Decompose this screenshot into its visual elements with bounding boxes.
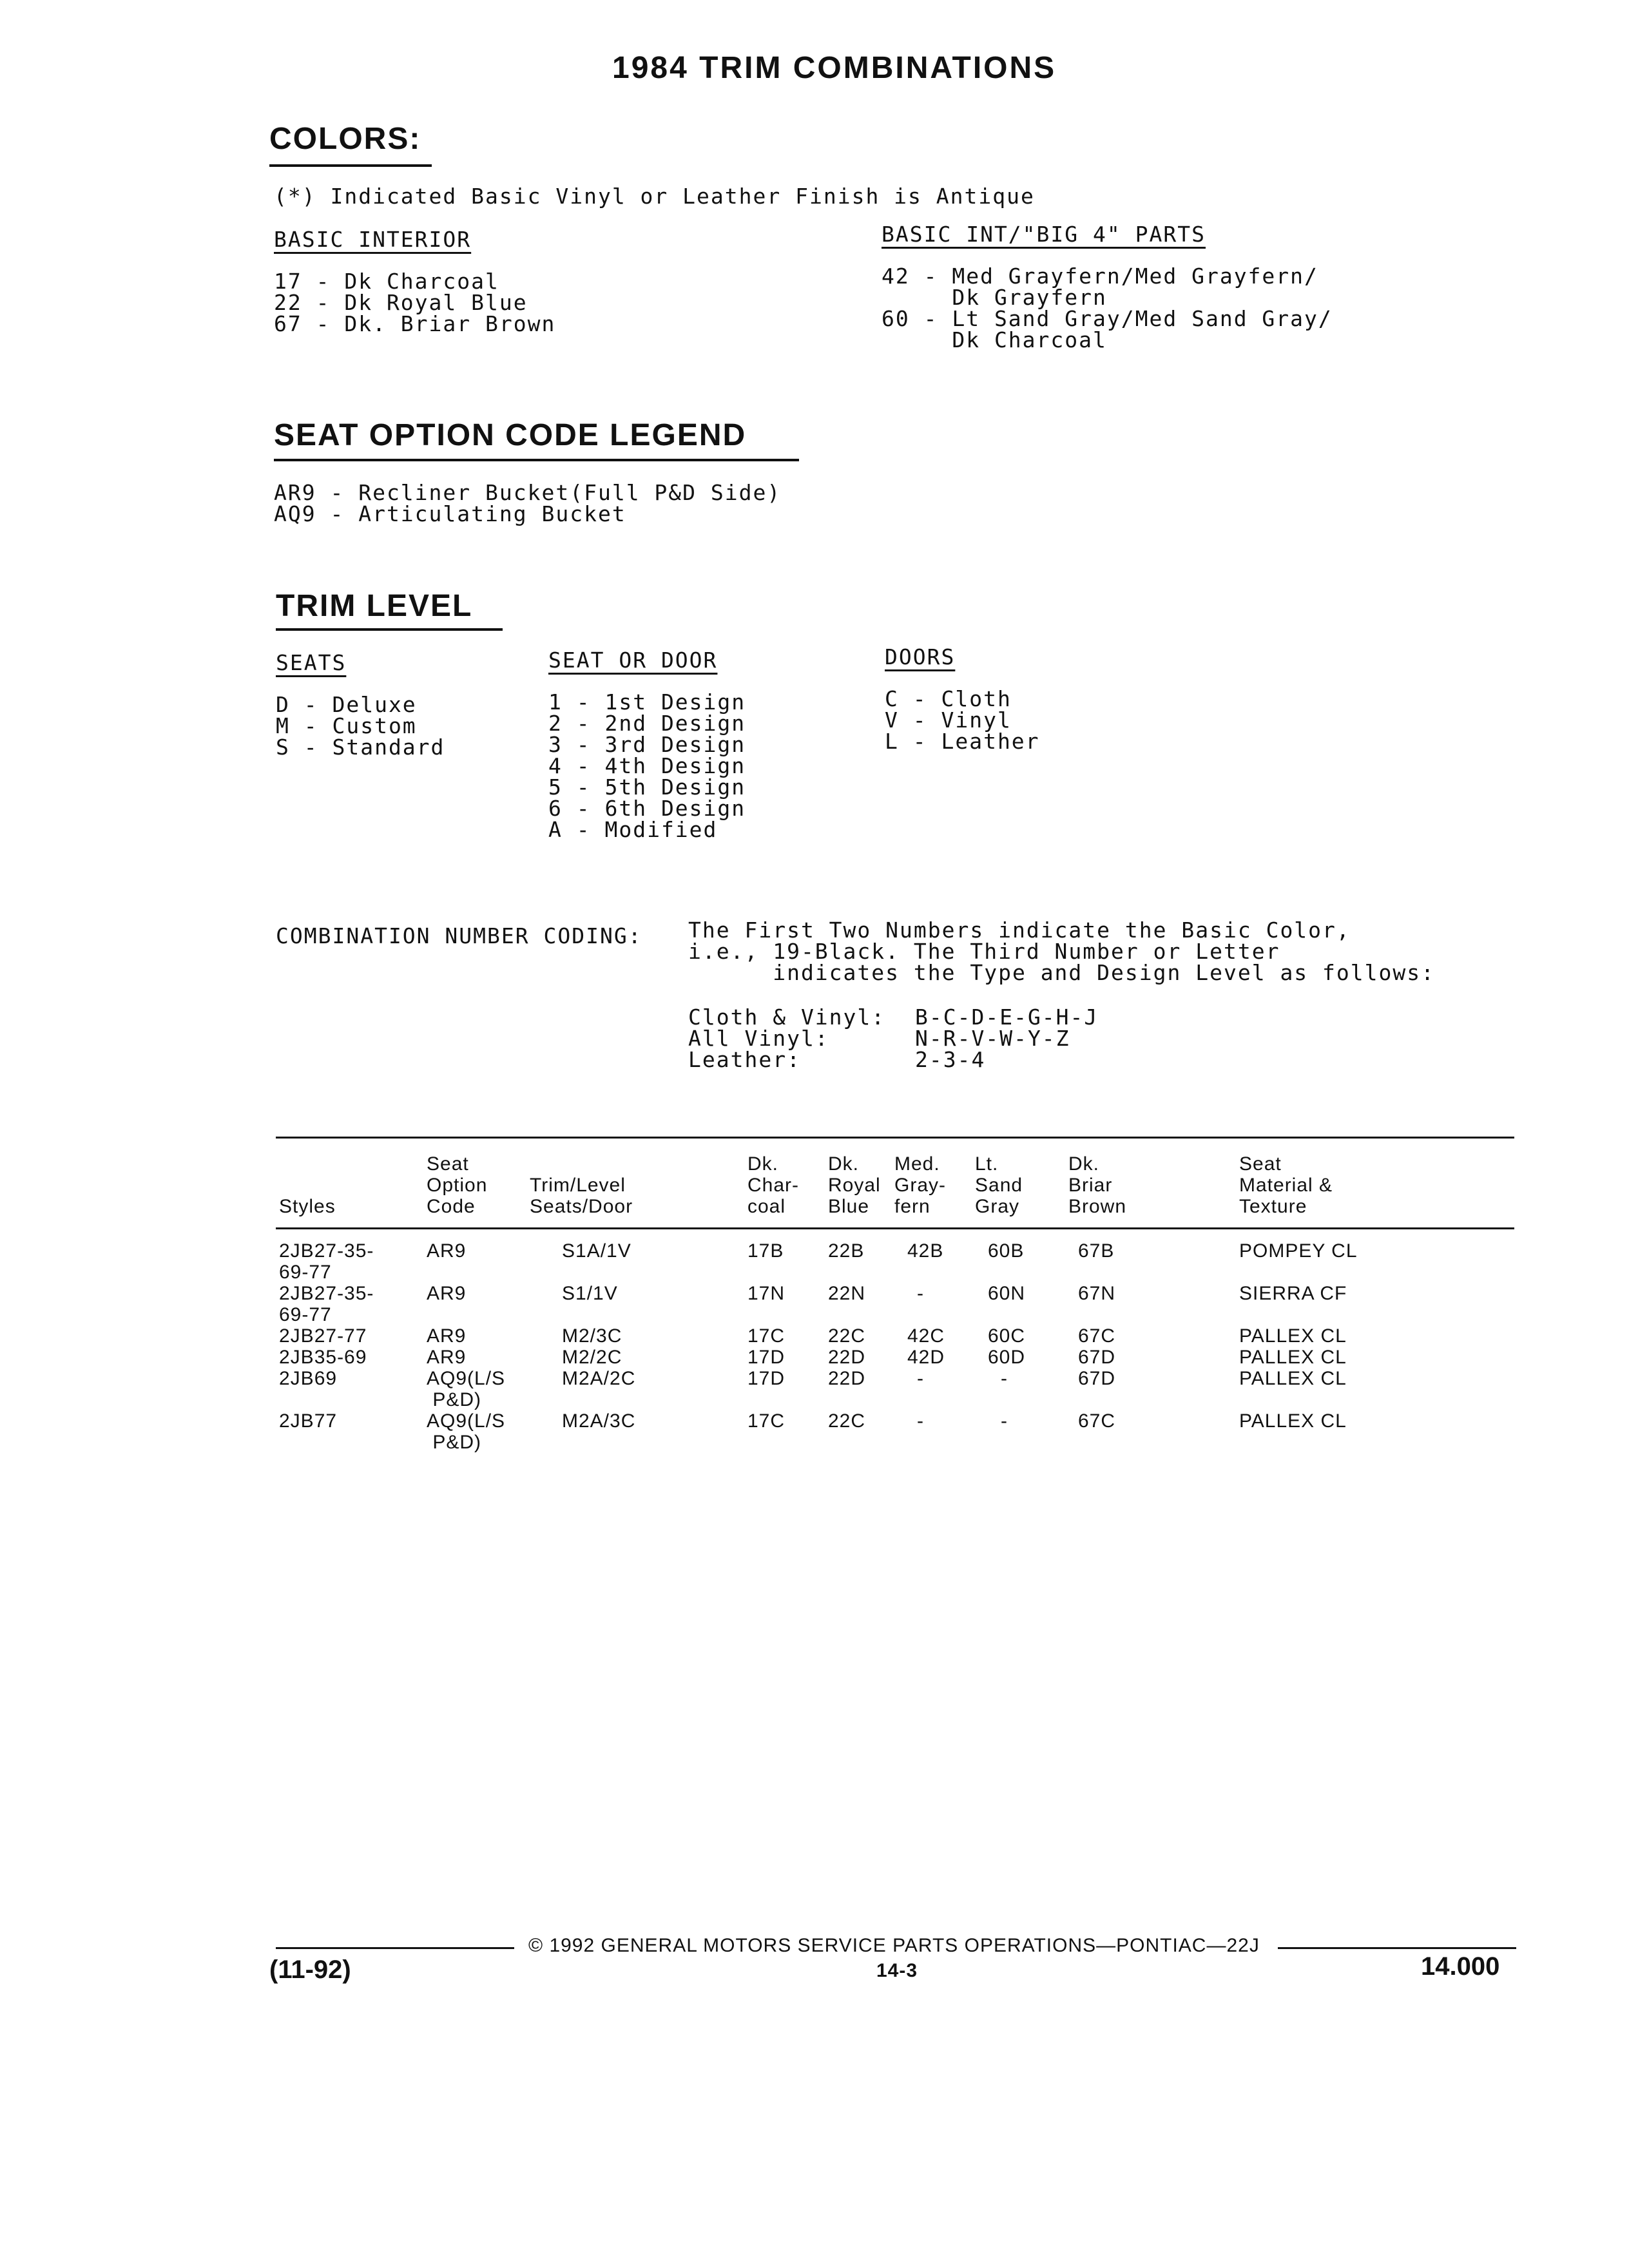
big4-header: BASIC INT/"BIG 4" PARTS bbox=[882, 222, 1206, 247]
table-row bbox=[0, 1368, 1629, 1410]
cell-blue: 22N bbox=[828, 1283, 866, 1304]
cell-styles: 2JB27-77 bbox=[279, 1325, 367, 1347]
cell-grayfern: 42B bbox=[907, 1240, 944, 1262]
cell-material: POMPEY CL bbox=[1239, 1240, 1358, 1262]
list-item: 42 - Med Grayfern/Med Grayfern/ bbox=[882, 264, 1318, 289]
list-item: L - Leather bbox=[885, 729, 1040, 754]
table-row bbox=[0, 1325, 1629, 1347]
list-item: 4 - 4th Design bbox=[548, 753, 746, 778]
cell-styles: 69-77 bbox=[279, 1304, 332, 1325]
header-seat-option: Option bbox=[427, 1175, 488, 1196]
coding-row-value: 2-3-4 bbox=[915, 1047, 986, 1072]
list-item: 60 - Lt Sand Gray/Med Sand Gray/ bbox=[882, 306, 1333, 331]
cell-blue: 22B bbox=[828, 1240, 865, 1262]
cell-material: PALLEX CL bbox=[1239, 1410, 1347, 1432]
cell-trim: M2A/3C bbox=[562, 1410, 636, 1432]
list-item: Dk Charcoal bbox=[882, 327, 1107, 352]
cell-blue: 22D bbox=[828, 1347, 866, 1368]
table-row bbox=[0, 1240, 1629, 1283]
list-item: 1 - 1st Design bbox=[548, 689, 746, 715]
header-sand-gray: Lt. bbox=[975, 1153, 999, 1175]
footer-page-number: 14-3 bbox=[876, 1960, 918, 1981]
table-row bbox=[0, 1410, 1629, 1453]
header-charcoal: Dk. bbox=[747, 1153, 778, 1175]
cell-material: PALLEX CL bbox=[1239, 1347, 1347, 1368]
header-grayfern: Gray- bbox=[894, 1175, 946, 1196]
cell-blue: 22D bbox=[828, 1368, 866, 1389]
colors-heading: COLORS: bbox=[269, 122, 421, 156]
table-body bbox=[0, 1240, 1629, 1459]
seat-legend-rule bbox=[274, 459, 799, 461]
table-header bbox=[0, 1153, 1629, 1224]
seat-or-door-header: SEAT OR DOOR bbox=[548, 648, 718, 673]
list-item: M - Custom bbox=[276, 713, 417, 738]
cell-brown: 67D bbox=[1078, 1347, 1116, 1368]
coding-row-value: N-R-V-W-Y-Z bbox=[915, 1026, 1070, 1051]
basic-interior-list bbox=[274, 271, 555, 334]
header-material: Texture bbox=[1239, 1196, 1307, 1217]
header-material: Material & bbox=[1239, 1175, 1333, 1196]
header-seat-option: Code bbox=[427, 1196, 476, 1217]
cell-seat: AR9 bbox=[427, 1325, 467, 1347]
cell-trim: M2/3C bbox=[562, 1325, 622, 1347]
cell-grayfern: 42C bbox=[907, 1325, 945, 1347]
cell-brown: 67C bbox=[1078, 1410, 1116, 1432]
cell-styles: 69-77 bbox=[279, 1262, 332, 1283]
cell-grayfern: - bbox=[917, 1283, 924, 1304]
coding-line: The First Two Numbers indicate the Basic Color, bbox=[688, 918, 1351, 943]
cell-sand: 60D bbox=[988, 1347, 1026, 1368]
cell-charcoal: 17D bbox=[747, 1368, 786, 1389]
header-trim-level: Trim/Level bbox=[530, 1175, 626, 1196]
list-item: 6 - 6th Design bbox=[548, 796, 746, 821]
cell-trim: M2A/2C bbox=[562, 1368, 636, 1389]
cell-grayfern: 42D bbox=[907, 1347, 945, 1368]
seats-list bbox=[276, 694, 445, 758]
header-material: Seat bbox=[1239, 1153, 1282, 1175]
list-item: 2 - 2nd Design bbox=[548, 711, 746, 736]
table-header-rule bbox=[276, 1227, 1514, 1229]
list-item: D - Deluxe bbox=[276, 692, 417, 717]
cell-seat: AQ9(L/S bbox=[427, 1410, 506, 1432]
cell-charcoal: 17C bbox=[747, 1410, 786, 1432]
seat-or-door-list bbox=[548, 691, 746, 840]
footer-copyright: © 1992 GENERAL MOTORS SERVICE PARTS OPERATIONS—PONTIAC—22J bbox=[528, 1935, 1260, 1956]
cell-charcoal: 17N bbox=[747, 1283, 786, 1304]
cell-styles: 2JB69 bbox=[279, 1368, 338, 1389]
cell-styles: 2JB77 bbox=[279, 1410, 338, 1432]
trim-level-rule bbox=[276, 628, 503, 631]
cell-seat: AR9 bbox=[427, 1347, 467, 1368]
seat-legend-heading: SEAT OPTION CODE LEGEND bbox=[274, 418, 747, 452]
header-grayfern: Med. bbox=[894, 1153, 940, 1175]
header-sand-gray: Sand bbox=[975, 1175, 1023, 1196]
coding-rows bbox=[688, 1006, 1204, 1077]
header-royal-blue: Dk. bbox=[828, 1153, 859, 1175]
cell-brown: 67C bbox=[1078, 1325, 1116, 1347]
header-sand-gray: Gray bbox=[975, 1196, 1020, 1217]
table-row bbox=[0, 1347, 1629, 1368]
cell-seat: AR9 bbox=[427, 1240, 467, 1262]
header-royal-blue: Royal bbox=[828, 1175, 881, 1196]
cell-blue: 22C bbox=[828, 1410, 866, 1432]
cell-styles: 2JB27-35- bbox=[279, 1283, 374, 1304]
big4-list bbox=[882, 265, 1333, 351]
header-grayfern: fern bbox=[894, 1196, 930, 1217]
cell-grayfern: - bbox=[917, 1368, 924, 1389]
list-item: Dk Grayfern bbox=[882, 285, 1107, 310]
header-trim-level: Seats/Door bbox=[530, 1196, 633, 1217]
coding-text bbox=[688, 919, 1435, 983]
header-seat-option: Seat bbox=[427, 1153, 469, 1175]
footer-section-number: 14.000 bbox=[1421, 1952, 1500, 1981]
cell-material: SIERRA CF bbox=[1239, 1283, 1347, 1304]
table-row bbox=[0, 1283, 1629, 1325]
cell-sand: - bbox=[1001, 1368, 1008, 1389]
cell-brown: 67N bbox=[1078, 1283, 1116, 1304]
cell-brown: 67B bbox=[1078, 1240, 1115, 1262]
cell-charcoal: 17C bbox=[747, 1325, 786, 1347]
cell-grayfern: - bbox=[917, 1410, 924, 1432]
coding-row-label: Leather: bbox=[688, 1047, 801, 1072]
header-briar-brown: Dk. bbox=[1068, 1153, 1099, 1175]
cell-sand: - bbox=[1001, 1410, 1008, 1432]
footer-date: (11-92) bbox=[269, 1956, 351, 1984]
list-item: C - Cloth bbox=[885, 686, 1012, 711]
list-item: AQ9 - Articulating Bucket bbox=[274, 501, 626, 526]
list-item: AR9 - Recliner Bucket(Full P&D Side) bbox=[274, 480, 782, 505]
cell-seat: P&D) bbox=[427, 1432, 482, 1453]
cell-sand: 60N bbox=[988, 1283, 1026, 1304]
header-charcoal: coal bbox=[747, 1196, 786, 1217]
cell-charcoal: 17D bbox=[747, 1347, 786, 1368]
list-item: 5 - 5th Design bbox=[548, 774, 746, 800]
list-item: A - Modified bbox=[548, 817, 718, 842]
colors-heading-rule bbox=[269, 164, 432, 167]
cell-trim: M2/2C bbox=[562, 1347, 622, 1368]
cell-seat: P&D) bbox=[427, 1389, 482, 1410]
coding-label: COMBINATION NUMBER CODING: bbox=[276, 923, 642, 948]
cell-sand: 60C bbox=[988, 1325, 1026, 1347]
cell-seat: AQ9(L/S bbox=[427, 1368, 506, 1389]
cell-styles: 2JB27-35- bbox=[279, 1240, 374, 1262]
list-item: 67 - Dk. Briar Brown bbox=[274, 311, 556, 336]
cell-material: PALLEX CL bbox=[1239, 1368, 1347, 1389]
footer-rule-right bbox=[1278, 1947, 1516, 1949]
header-charcoal: Char- bbox=[747, 1175, 800, 1196]
coding-row-label: All Vinyl: bbox=[688, 1026, 829, 1051]
seats-header: SEATS bbox=[276, 650, 347, 675]
header-royal-blue: Blue bbox=[828, 1196, 870, 1217]
coding-line: i.e., 19-Black. The Third Number or Letter bbox=[688, 939, 1280, 964]
cell-styles: 2JB35-69 bbox=[279, 1347, 367, 1368]
header-styles: Styles bbox=[279, 1196, 336, 1217]
cell-brown: 67D bbox=[1078, 1368, 1116, 1389]
coding-row-label: Cloth & Vinyl: bbox=[688, 1004, 886, 1030]
list-item: S - Standard bbox=[276, 735, 445, 760]
cell-trim: S1A/1V bbox=[562, 1240, 631, 1262]
header-briar-brown: Brown bbox=[1068, 1196, 1127, 1217]
table-top-rule bbox=[276, 1137, 1514, 1139]
cell-sand: 60B bbox=[988, 1240, 1025, 1262]
list-item: V - Vinyl bbox=[885, 707, 1012, 733]
page-title: 1984 TRIM COMBINATIONS bbox=[612, 51, 1057, 85]
footer-rule-left bbox=[276, 1947, 514, 1949]
header-briar-brown: Briar bbox=[1068, 1175, 1113, 1196]
list-item: 3 - 3rd Design bbox=[548, 732, 746, 757]
basic-interior-header: BASIC INTERIOR bbox=[274, 227, 472, 252]
cell-blue: 22C bbox=[828, 1325, 866, 1347]
cell-material: PALLEX CL bbox=[1239, 1325, 1347, 1347]
cell-charcoal: 17B bbox=[747, 1240, 784, 1262]
seat-legend-list bbox=[274, 482, 781, 524]
trim-level-heading: TRIM LEVEL bbox=[276, 589, 473, 623]
list-item: 17 - Dk Charcoal bbox=[274, 269, 499, 294]
coding-line: indicates the Type and Design Level as follows: bbox=[688, 960, 1435, 985]
cell-trim: S1/1V bbox=[562, 1283, 618, 1304]
list-item: 22 - Dk Royal Blue bbox=[274, 290, 528, 315]
coding-row-value: B-C-D-E-G-H-J bbox=[915, 1004, 1099, 1030]
doors-header: DOORS bbox=[885, 644, 956, 669]
colors-note: (*) Indicated Basic Vinyl or Leather Finish is Antique bbox=[274, 184, 1035, 209]
doors-list bbox=[885, 688, 1040, 752]
cell-seat: AR9 bbox=[427, 1283, 467, 1304]
